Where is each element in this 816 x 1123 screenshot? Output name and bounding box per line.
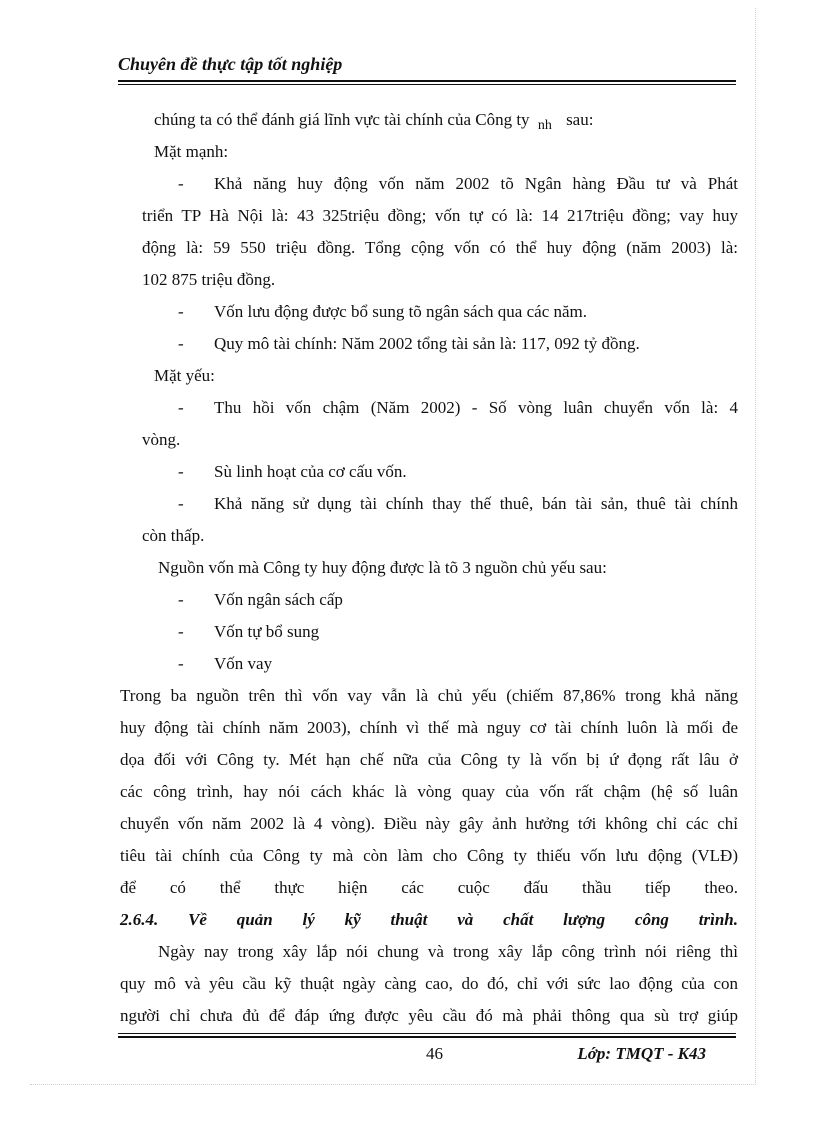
- paragraph2-line-1: Ngày nay trong xây lắp nói chung và trong xây lắp công trình nói riêng thì: [158, 942, 738, 961]
- header-title: Chuyên đề thực tập tốt nghiệp: [118, 54, 343, 74]
- intro-prefix: chúng ta có thể đánh giá lĩnh vực tài chính của Công ty: [154, 110, 530, 129]
- bullet-dash: -: [178, 494, 184, 513]
- weakness-2: [120, 456, 738, 488]
- page-right-edge: [755, 8, 756, 1085]
- source-2: [120, 616, 738, 648]
- bullet-dash: -: [178, 654, 184, 673]
- strength-1-line-4: 102 875 triệu đồng.: [142, 270, 276, 289]
- paragraph-line-2: huy động tài chính năm 2003), chính vì thế mà nguy cơ tài chính luôn là mối đe: [120, 718, 738, 737]
- strength-1-line-2: triển TP Hà Nội là: 43 325triệu đồng; vốn tự có là: 14 217triệu đồng; vay huy: [142, 206, 738, 225]
- header-rule-thick: [118, 80, 736, 82]
- weaknesses-label: Mặt yếu:: [154, 366, 215, 385]
- class-label: Lớp: TMQT - K43: [577, 1044, 706, 1063]
- paragraph-line-3: dọa đối với Công ty. Mét hạn chế nữa của Công ty là vốn bị ứ đọng rất lâu ở: [120, 750, 738, 769]
- paragraph-line-4: các công trình, hay nói cách khác là vòng quay của vốn rất chậm (hệ số luân: [120, 782, 738, 801]
- sources-intro: Nguồn vốn mà Công ty huy động được là tõ 3 nguồn chủ yếu sau:: [158, 558, 607, 577]
- source-3: [120, 648, 738, 680]
- page-bottom-edge: [30, 1084, 756, 1085]
- source-3-text: Vốn vay: [214, 654, 273, 673]
- paragraph2-line-3: người chỉ chưa đủ để đáp ứng được yêu cầu đó mà phải thông qua sù trợ giúp: [120, 1006, 738, 1025]
- strengths-label: Mặt mạnh:: [154, 142, 229, 161]
- bullet-dash: -: [178, 462, 184, 481]
- bullet-dash: -: [178, 302, 184, 321]
- footer-row: [118, 1044, 736, 1074]
- paragraph-line-5: chuyển vốn năm 2002 là 4 vòng). Điều này gây ảnh hưởng tới không chỉ các chỉ: [120, 814, 738, 833]
- section-heading: 2.6.4. Về quản lý kỹ thuật và chất lượng công trình.: [120, 910, 738, 929]
- strength-1-line-1: Khả năng huy động vốn năm 2002 tõ Ngân hàng Đầu tư và Phát: [214, 174, 738, 193]
- weakness-3-line-1: Khả năng sử dụng tài chính thay thế thuê, bán tài sản, thuê tài chính: [214, 494, 738, 513]
- strength-3: [120, 328, 738, 360]
- weakness-3: [120, 488, 738, 520]
- intro-sub: nh: [537, 118, 552, 133]
- source-1-text: Vốn ngân sách cấp: [214, 590, 343, 609]
- strength-2: [120, 296, 738, 328]
- intro-suffix: sau:: [566, 110, 594, 129]
- paragraph-line-1: Trong ba nguồn trên thì vốn vay vẫn là chủ yếu (chiếm 87,86% trong khả năng: [120, 686, 738, 705]
- strength-2-text: Vốn lưu động được bổ sung tõ ngân sách qua các năm.: [214, 302, 588, 321]
- header-rule-thin: [118, 84, 736, 85]
- weakness-3-line-2: còn thấp.: [142, 526, 205, 545]
- page-number: 46: [426, 1044, 443, 1063]
- paragraph2-line-2: quy mô và yêu cầu kỹ thuật ngày càng cao, do đó, chỉ với sức lao động của con: [120, 974, 738, 993]
- weakness-2-text: Sù linh hoạt của cơ cấu vốn.: [214, 462, 407, 481]
- strength-1: [120, 168, 738, 200]
- weakness-1: [120, 392, 738, 424]
- source-1: [120, 584, 738, 616]
- weakness-1-line-1: Thu hồi vốn chậm (Năm 2002) - Số vòng luân chuyển vốn là: 4: [214, 398, 738, 417]
- page-footer: [118, 1033, 736, 1074]
- paragraph-line-6: tiêu tài chính của Công ty mà còn làm cho Công ty thiếu vốn lưu động (VLĐ): [120, 846, 738, 865]
- page-header: [118, 52, 736, 85]
- bullet-dash: -: [178, 398, 184, 417]
- bullet-dash: -: [178, 334, 184, 353]
- paragraph-line-7: để có thể thực hiện các cuộc đấu thầu tiếp theo.: [120, 878, 738, 897]
- source-2-text: Vốn tự bổ sung: [214, 622, 320, 641]
- strength-3-text: Quy mô tài chính: Năm 2002 tổng tài sản là: 117, 092 tỷ đồng.: [214, 334, 640, 353]
- weakness-1-line-2: vòng.: [142, 430, 181, 449]
- footer-rule-thick: [118, 1036, 736, 1038]
- footer-rule-thin: [118, 1033, 736, 1034]
- bullet-dash: -: [178, 174, 184, 193]
- bullet-dash: -: [178, 622, 184, 641]
- intro-line: [120, 104, 738, 136]
- page-body: [120, 104, 738, 1032]
- bullet-dash: -: [178, 590, 184, 609]
- strength-1-line-3: động là: 59 550 triệu đồng. Tổng cộng vốn có thể huy động (năm 2003) là:: [142, 238, 738, 257]
